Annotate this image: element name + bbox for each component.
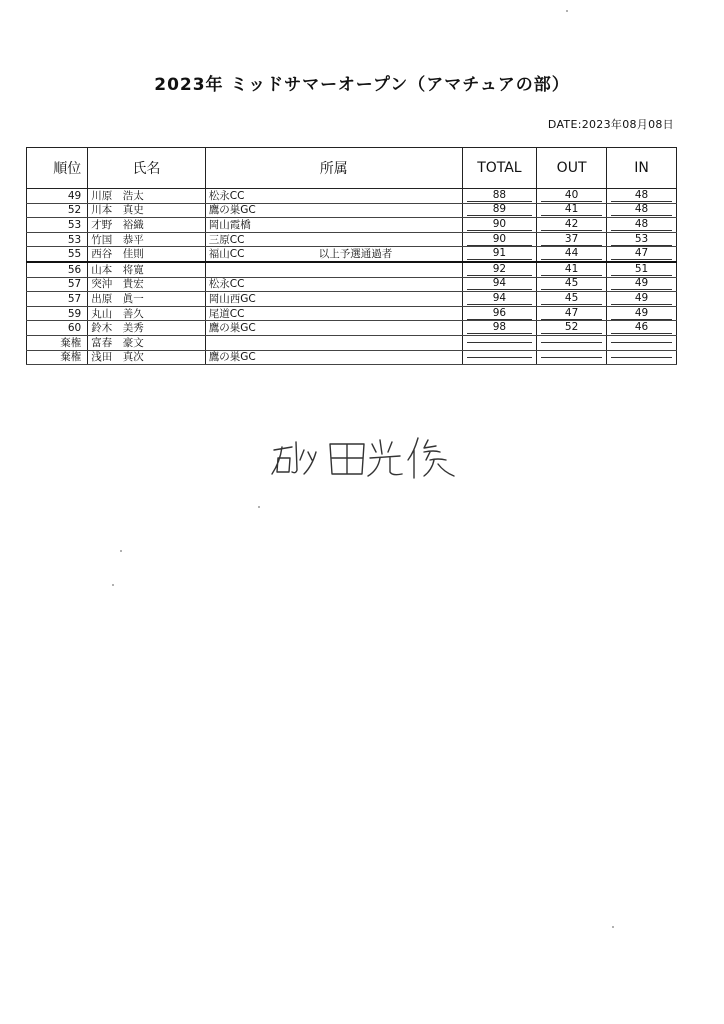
in-cell [607,218,677,233]
total-cell-value: 94 [467,293,532,305]
in-cell-value: 53 [611,234,672,246]
out-cell [537,189,607,204]
name-cell: 才野 裕織 [88,218,206,233]
total-cell [462,306,536,321]
table-row [27,321,677,336]
out-cell [537,335,607,350]
in-cell-value [611,342,672,343]
table-row [27,350,677,365]
total-cell [462,277,536,292]
club-cell [205,262,462,277]
out-cell [537,232,607,247]
in-cell [607,247,677,262]
total-cell [462,335,536,350]
rank-cell: 49 [27,189,88,204]
club-cell [205,247,462,262]
club-cell: 三原CC [205,232,462,247]
in-cell [607,262,677,277]
in-cell [607,232,677,247]
name-cell: 鈴木 美秀 [88,321,206,336]
out-cell-value: 52 [541,322,602,334]
club-cell: 松永CC [205,277,462,292]
out-cell-value: 41 [541,204,602,216]
header-out: OUT [537,148,607,189]
out-cell-value: 45 [541,293,602,305]
name-cell: 出原 眞一 [88,292,206,307]
total-cell-value: 96 [467,308,532,320]
club-cell: 鷹の巣GC [205,321,462,336]
club-cell: 尾道CC [205,306,462,321]
table-row [27,203,677,218]
total-cell [462,321,536,336]
in-cell [607,321,677,336]
out-cell-value: 47 [541,308,602,320]
in-cell-value: 51 [611,264,672,276]
out-cell-value: 45 [541,278,602,290]
name-cell: 山本 将寛 [88,262,206,277]
rank-cell: 57 [27,292,88,307]
in-cell-value: 49 [611,278,672,290]
rank-cell: 52 [27,203,88,218]
name-cell: 川原 浩太 [88,189,206,204]
club-cell: 岡山西GC [205,292,462,307]
in-cell [607,277,677,292]
in-cell-value: 48 [611,190,672,202]
rank-cell: 棄権 [27,350,88,365]
header-club: 所属 [205,148,462,189]
table-row [27,218,677,233]
page-title: 2023年 ミッドサマーオープン（アマチュアの部） [154,75,570,95]
out-cell-value: 41 [541,264,602,276]
out-cell-value: 44 [541,248,602,260]
out-cell [537,306,607,321]
in-cell-value: 48 [611,204,672,216]
name-cell: 富春 豪文 [88,335,206,350]
in-cell-value: 46 [611,322,672,334]
header-rank: 順位 [27,148,88,189]
rank-cell: 56 [27,262,88,277]
in-cell-value: 49 [611,293,672,305]
table-row [27,277,677,292]
table-row [27,232,677,247]
out-cell-value: 40 [541,190,602,202]
out-cell-value: 37 [541,234,602,246]
total-cell-value: 92 [467,264,532,276]
total-cell-value: 94 [467,278,532,290]
club-cell: 松永CC [205,189,462,204]
club-cell [205,335,462,350]
in-cell [607,292,677,307]
rank-cell: 53 [27,232,88,247]
rank-cell: 59 [27,306,88,321]
table-row [27,262,677,277]
total-cell-value: 88 [467,190,532,202]
in-cell-value: 49 [611,308,672,320]
in-cell-value [611,357,672,358]
rank-cell: 60 [27,321,88,336]
table-row [27,247,677,262]
club-cell: 鷹の巣GC [205,203,462,218]
club-cell: 岡山霞橋 [205,218,462,233]
qualifier-note: 以上予選通過者 [318,248,393,261]
total-cell [462,292,536,307]
name-cell: 浅田 真次 [88,350,206,365]
header-total: TOTAL [462,148,536,189]
scan-speck [112,584,114,586]
total-cell-value: 91 [467,248,532,260]
scan-speck [612,926,614,928]
handwritten-signature [268,430,478,480]
out-cell [537,203,607,218]
name-cell: 西谷 佳則 [88,247,206,262]
out-cell [537,247,607,262]
in-cell [607,350,677,365]
table-body [27,189,677,365]
club-cell: 鷹の巣GC [205,350,462,365]
rank-cell: 57 [27,277,88,292]
total-cell-value: 89 [467,204,532,216]
rank-cell: 棄権 [27,335,88,350]
total-cell-value [467,357,532,358]
rank-cell: 53 [27,218,88,233]
total-cell-value: 90 [467,234,532,246]
out-cell-value [541,357,602,358]
out-cell [537,292,607,307]
in-cell [607,306,677,321]
table-row [27,306,677,321]
total-cell [462,350,536,365]
scan-speck [120,550,122,552]
in-cell [607,189,677,204]
out-cell [537,277,607,292]
table-row [27,335,677,350]
rank-cell: 55 [27,247,88,262]
in-cell-value: 47 [611,248,672,260]
total-cell-value: 90 [467,219,532,231]
name-cell: 丸山 善久 [88,306,206,321]
out-cell [537,218,607,233]
club-name: 福山CC [208,248,245,261]
in-cell [607,335,677,350]
results-table [26,147,677,365]
event-date: DATE:2023年08月08日 [547,118,674,131]
scan-speck [258,506,260,508]
out-cell [537,350,607,365]
total-cell-value: 98 [467,322,532,334]
total-cell [462,189,536,204]
out-cell [537,321,607,336]
table-header-row [27,148,677,189]
total-cell [462,232,536,247]
out-cell-value: 42 [541,219,602,231]
header-in: IN [607,148,677,189]
total-cell [462,262,536,277]
name-cell: 突沖 貴宏 [88,277,206,292]
table-row [27,292,677,307]
name-cell: 川本 真史 [88,203,206,218]
total-cell [462,203,536,218]
out-cell-value [541,342,602,343]
total-cell [462,247,536,262]
table-row [27,189,677,204]
in-cell-value: 48 [611,219,672,231]
out-cell [537,262,607,277]
total-cell-value [467,342,532,343]
scan-speck [566,10,568,12]
header-name: 氏名 [88,148,206,189]
total-cell [462,218,536,233]
in-cell [607,203,677,218]
name-cell: 竹国 恭平 [88,232,206,247]
